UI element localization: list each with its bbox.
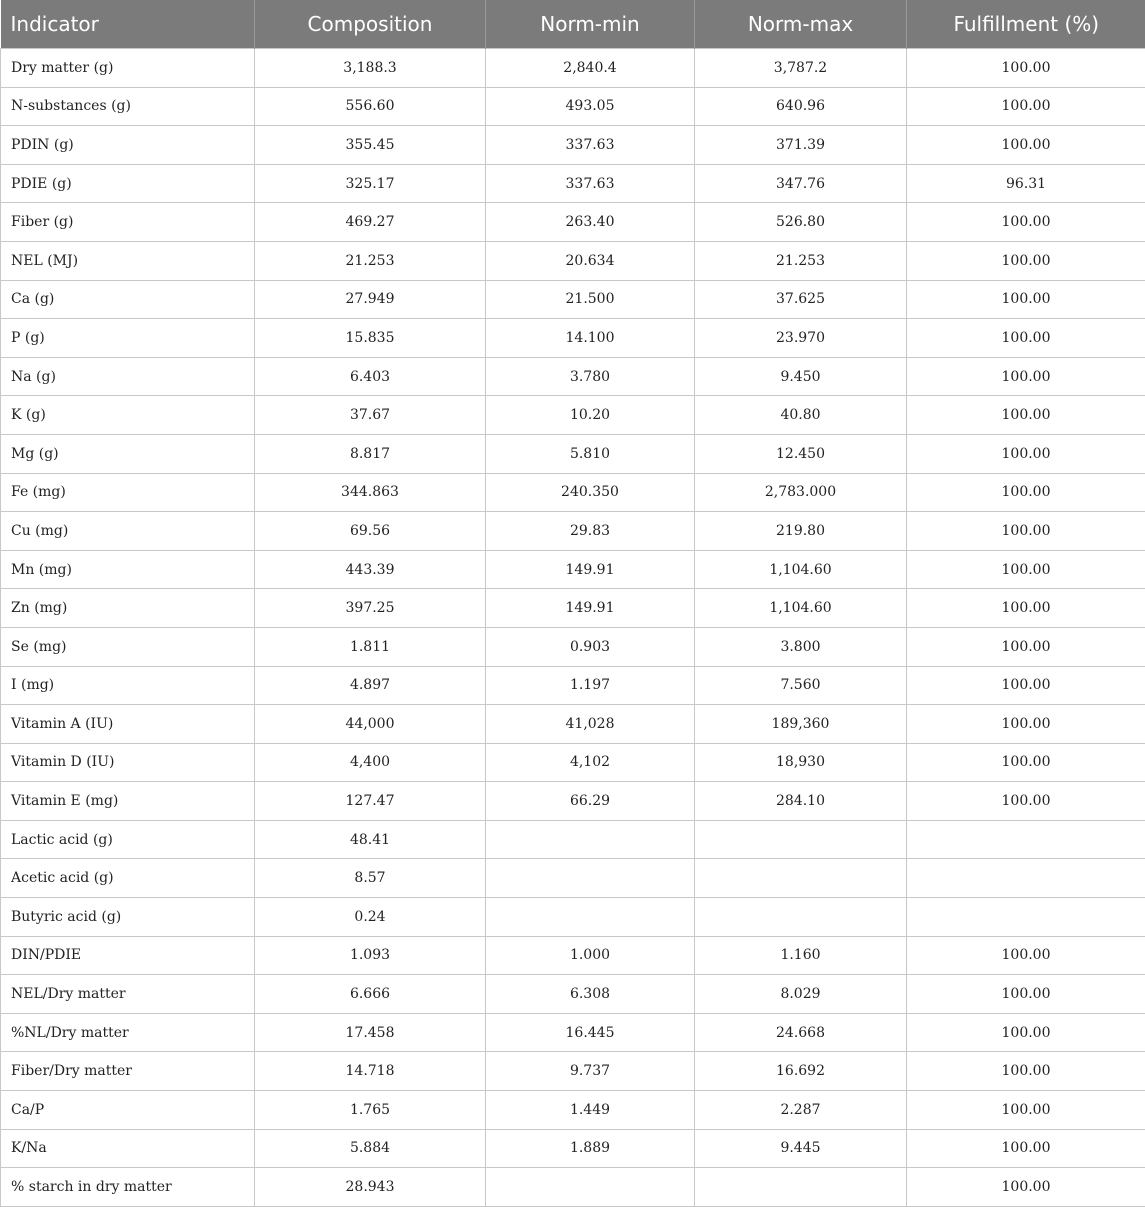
cell-fulfillment: 100.00 <box>907 589 1145 628</box>
cell-composition: 27.949 <box>255 280 486 319</box>
table-row <box>1 1052 1145 1091</box>
cell-fulfillment: 100.00 <box>907 241 1145 280</box>
cell-composition: 1.811 <box>255 627 486 666</box>
cell-fulfillment: 100.00 <box>907 49 1145 88</box>
table-row <box>1 705 1145 744</box>
cell-indicator: Lactic acid (g) <box>1 820 255 859</box>
cell-fulfillment: 100.00 <box>907 975 1145 1014</box>
cell-composition: 21.253 <box>255 241 486 280</box>
cell-composition: 344.863 <box>255 473 486 512</box>
cell-norm-min: 337.63 <box>486 126 695 165</box>
cell-norm-max: 284.10 <box>695 782 907 821</box>
cell-norm-min: 1.449 <box>486 1091 695 1130</box>
cell-fulfillment: 100.00 <box>907 666 1145 705</box>
cell-norm-min: 337.63 <box>486 164 695 203</box>
cell-norm-min: 16.445 <box>486 1013 695 1052</box>
cell-fulfillment: 100.00 <box>907 126 1145 165</box>
header-composition: Composition <box>255 0 486 49</box>
cell-norm-min: 41,028 <box>486 705 695 744</box>
table-body <box>1 49 1145 1207</box>
cell-indicator: Fiber (g) <box>1 203 255 242</box>
cell-fulfillment: 100.00 <box>907 1013 1145 1052</box>
cell-norm-max: 18,930 <box>695 743 907 782</box>
cell-fulfillment: 100.00 <box>907 319 1145 358</box>
cell-composition: 1.093 <box>255 936 486 975</box>
cell-composition: 14.718 <box>255 1052 486 1091</box>
cell-composition: 556.60 <box>255 87 486 126</box>
cell-indicator: Se (mg) <box>1 627 255 666</box>
cell-indicator: NEL/Dry matter <box>1 975 255 1014</box>
table-row <box>1 319 1145 358</box>
cell-norm-min: 1.197 <box>486 666 695 705</box>
cell-indicator: N-substances (g) <box>1 87 255 126</box>
cell-indicator: PDIN (g) <box>1 126 255 165</box>
cell-norm-max: 7.560 <box>695 666 907 705</box>
cell-norm-max <box>695 859 907 898</box>
cell-norm-max: 3.800 <box>695 627 907 666</box>
table-row <box>1 473 1145 512</box>
cell-fulfillment <box>907 898 1145 937</box>
cell-norm-min: 149.91 <box>486 589 695 628</box>
cell-fulfillment: 100.00 <box>907 396 1145 435</box>
cell-composition: 325.17 <box>255 164 486 203</box>
cell-indicator: DIN/PDIE <box>1 936 255 975</box>
cell-norm-min: 10.20 <box>486 396 695 435</box>
table-row <box>1 1013 1145 1052</box>
cell-fulfillment: 100.00 <box>907 627 1145 666</box>
cell-indicator: Mg (g) <box>1 434 255 473</box>
cell-fulfillment <box>907 859 1145 898</box>
cell-norm-min <box>486 820 695 859</box>
cell-norm-min: 29.83 <box>486 512 695 551</box>
cell-fulfillment: 100.00 <box>907 1052 1145 1091</box>
table-row <box>1 280 1145 319</box>
cell-indicator: Na (g) <box>1 357 255 396</box>
table-row <box>1 1168 1145 1207</box>
cell-norm-max: 1,104.60 <box>695 589 907 628</box>
cell-indicator: Vitamin D (IU) <box>1 743 255 782</box>
cell-norm-min: 263.40 <box>486 203 695 242</box>
table-header <box>1 0 1145 49</box>
cell-fulfillment: 100.00 <box>907 203 1145 242</box>
cell-composition: 37.67 <box>255 396 486 435</box>
cell-norm-min: 4,102 <box>486 743 695 782</box>
cell-fulfillment: 100.00 <box>907 473 1145 512</box>
cell-norm-max <box>695 820 907 859</box>
cell-fulfillment: 100.00 <box>907 87 1145 126</box>
cell-indicator: NEL (MJ) <box>1 241 255 280</box>
cell-fulfillment: 100.00 <box>907 782 1145 821</box>
table-row <box>1 743 1145 782</box>
cell-composition: 443.39 <box>255 550 486 589</box>
cell-indicator: P (g) <box>1 319 255 358</box>
cell-norm-max: 16.692 <box>695 1052 907 1091</box>
table-row <box>1 936 1145 975</box>
table-row <box>1 357 1145 396</box>
cell-norm-max: 9.445 <box>695 1129 907 1168</box>
cell-fulfillment: 100.00 <box>907 512 1145 551</box>
header-indicator: Indicator <box>1 0 255 49</box>
cell-norm-max: 2,783.000 <box>695 473 907 512</box>
cell-norm-min: 9.737 <box>486 1052 695 1091</box>
table-row <box>1 164 1145 203</box>
cell-composition: 3,188.3 <box>255 49 486 88</box>
cell-norm-max: 526.80 <box>695 203 907 242</box>
cell-norm-max: 640.96 <box>695 87 907 126</box>
cell-indicator: % starch in dry matter <box>1 1168 255 1207</box>
table-row <box>1 550 1145 589</box>
cell-norm-min: 1.889 <box>486 1129 695 1168</box>
table-row <box>1 49 1145 88</box>
table-row <box>1 820 1145 859</box>
cell-composition: 48.41 <box>255 820 486 859</box>
cell-norm-max: 37.625 <box>695 280 907 319</box>
cell-composition: 4.897 <box>255 666 486 705</box>
cell-composition: 5.884 <box>255 1129 486 1168</box>
cell-fulfillment: 100.00 <box>907 434 1145 473</box>
table-row <box>1 1129 1145 1168</box>
table-row <box>1 1091 1145 1130</box>
cell-norm-max <box>695 898 907 937</box>
cell-norm-min <box>486 1168 695 1207</box>
cell-norm-min: 1.000 <box>486 936 695 975</box>
cell-indicator: Acetic acid (g) <box>1 859 255 898</box>
cell-fulfillment: 96.31 <box>907 164 1145 203</box>
cell-indicator: Ca (g) <box>1 280 255 319</box>
cell-norm-min: 6.308 <box>486 975 695 1014</box>
cell-indicator: %NL/Dry matter <box>1 1013 255 1052</box>
table-row <box>1 975 1145 1014</box>
cell-norm-max: 8.029 <box>695 975 907 1014</box>
cell-norm-min: 149.91 <box>486 550 695 589</box>
table-row <box>1 241 1145 280</box>
cell-norm-min: 3.780 <box>486 357 695 396</box>
cell-fulfillment: 100.00 <box>907 743 1145 782</box>
cell-composition: 6.403 <box>255 357 486 396</box>
cell-composition: 8.817 <box>255 434 486 473</box>
cell-fulfillment: 100.00 <box>907 280 1145 319</box>
cell-norm-min: 20.634 <box>486 241 695 280</box>
table-row <box>1 203 1145 242</box>
table-row <box>1 126 1145 165</box>
cell-norm-max: 24.668 <box>695 1013 907 1052</box>
cell-indicator: K (g) <box>1 396 255 435</box>
table-row <box>1 87 1145 126</box>
cell-fulfillment: 100.00 <box>907 936 1145 975</box>
table-row <box>1 782 1145 821</box>
table-row <box>1 898 1145 937</box>
cell-composition: 397.25 <box>255 589 486 628</box>
cell-indicator: K/Na <box>1 1129 255 1168</box>
cell-norm-max: 12.450 <box>695 434 907 473</box>
cell-indicator: Zn (mg) <box>1 589 255 628</box>
cell-norm-max: 347.76 <box>695 164 907 203</box>
cell-norm-min <box>486 859 695 898</box>
header-norm-min: Norm-min <box>486 0 695 49</box>
cell-indicator: Cu (mg) <box>1 512 255 551</box>
cell-composition: 15.835 <box>255 319 486 358</box>
cell-composition: 355.45 <box>255 126 486 165</box>
cell-norm-min: 240.350 <box>486 473 695 512</box>
header-fulfillment: Fulfillment (%) <box>907 0 1145 49</box>
cell-fulfillment: 100.00 <box>907 550 1145 589</box>
cell-indicator: Mn (mg) <box>1 550 255 589</box>
cell-composition: 69.56 <box>255 512 486 551</box>
cell-norm-min: 2,840.4 <box>486 49 695 88</box>
cell-composition: 6.666 <box>255 975 486 1014</box>
cell-norm-max: 371.39 <box>695 126 907 165</box>
table-row <box>1 512 1145 551</box>
cell-norm-min: 493.05 <box>486 87 695 126</box>
table-row <box>1 434 1145 473</box>
table-row <box>1 396 1145 435</box>
cell-fulfillment: 100.00 <box>907 1168 1145 1207</box>
cell-norm-min: 14.100 <box>486 319 695 358</box>
cell-composition: 469.27 <box>255 203 486 242</box>
cell-composition: 17.458 <box>255 1013 486 1052</box>
header-row <box>1 0 1145 49</box>
cell-composition: 0.24 <box>255 898 486 937</box>
cell-norm-max <box>695 1168 907 1207</box>
cell-composition: 44,000 <box>255 705 486 744</box>
cell-indicator: PDIE (g) <box>1 164 255 203</box>
cell-norm-max: 40.80 <box>695 396 907 435</box>
cell-norm-max: 21.253 <box>695 241 907 280</box>
header-norm-max: Norm-max <box>695 0 907 49</box>
cell-norm-max: 23.970 <box>695 319 907 358</box>
cell-fulfillment: 100.00 <box>907 1129 1145 1168</box>
table-row <box>1 589 1145 628</box>
cell-norm-min: 66.29 <box>486 782 695 821</box>
cell-norm-max: 9.450 <box>695 357 907 396</box>
cell-fulfillment: 100.00 <box>907 705 1145 744</box>
cell-indicator: I (mg) <box>1 666 255 705</box>
cell-norm-max: 219.80 <box>695 512 907 551</box>
cell-composition: 28.943 <box>255 1168 486 1207</box>
cell-composition: 8.57 <box>255 859 486 898</box>
cell-indicator: Fiber/Dry matter <box>1 1052 255 1091</box>
cell-norm-max: 1.160 <box>695 936 907 975</box>
cell-composition: 4,400 <box>255 743 486 782</box>
cell-fulfillment: 100.00 <box>907 1091 1145 1130</box>
cell-indicator: Fe (mg) <box>1 473 255 512</box>
cell-indicator: Dry matter (g) <box>1 49 255 88</box>
cell-norm-min <box>486 898 695 937</box>
cell-norm-max: 2.287 <box>695 1091 907 1130</box>
cell-composition: 127.47 <box>255 782 486 821</box>
cell-norm-min: 21.500 <box>486 280 695 319</box>
cell-fulfillment: 100.00 <box>907 357 1145 396</box>
cell-indicator: Ca/P <box>1 1091 255 1130</box>
cell-indicator: Vitamin A (IU) <box>1 705 255 744</box>
cell-norm-max: 189,360 <box>695 705 907 744</box>
cell-norm-min: 5.810 <box>486 434 695 473</box>
cell-norm-min: 0.903 <box>486 627 695 666</box>
table-row <box>1 627 1145 666</box>
cell-indicator: Vitamin E (mg) <box>1 782 255 821</box>
table-row <box>1 859 1145 898</box>
cell-fulfillment <box>907 820 1145 859</box>
table-row <box>1 666 1145 705</box>
cell-composition: 1.765 <box>255 1091 486 1130</box>
cell-norm-max: 3,787.2 <box>695 49 907 88</box>
cell-norm-max: 1,104.60 <box>695 550 907 589</box>
cell-indicator: Butyric acid (g) <box>1 898 255 937</box>
